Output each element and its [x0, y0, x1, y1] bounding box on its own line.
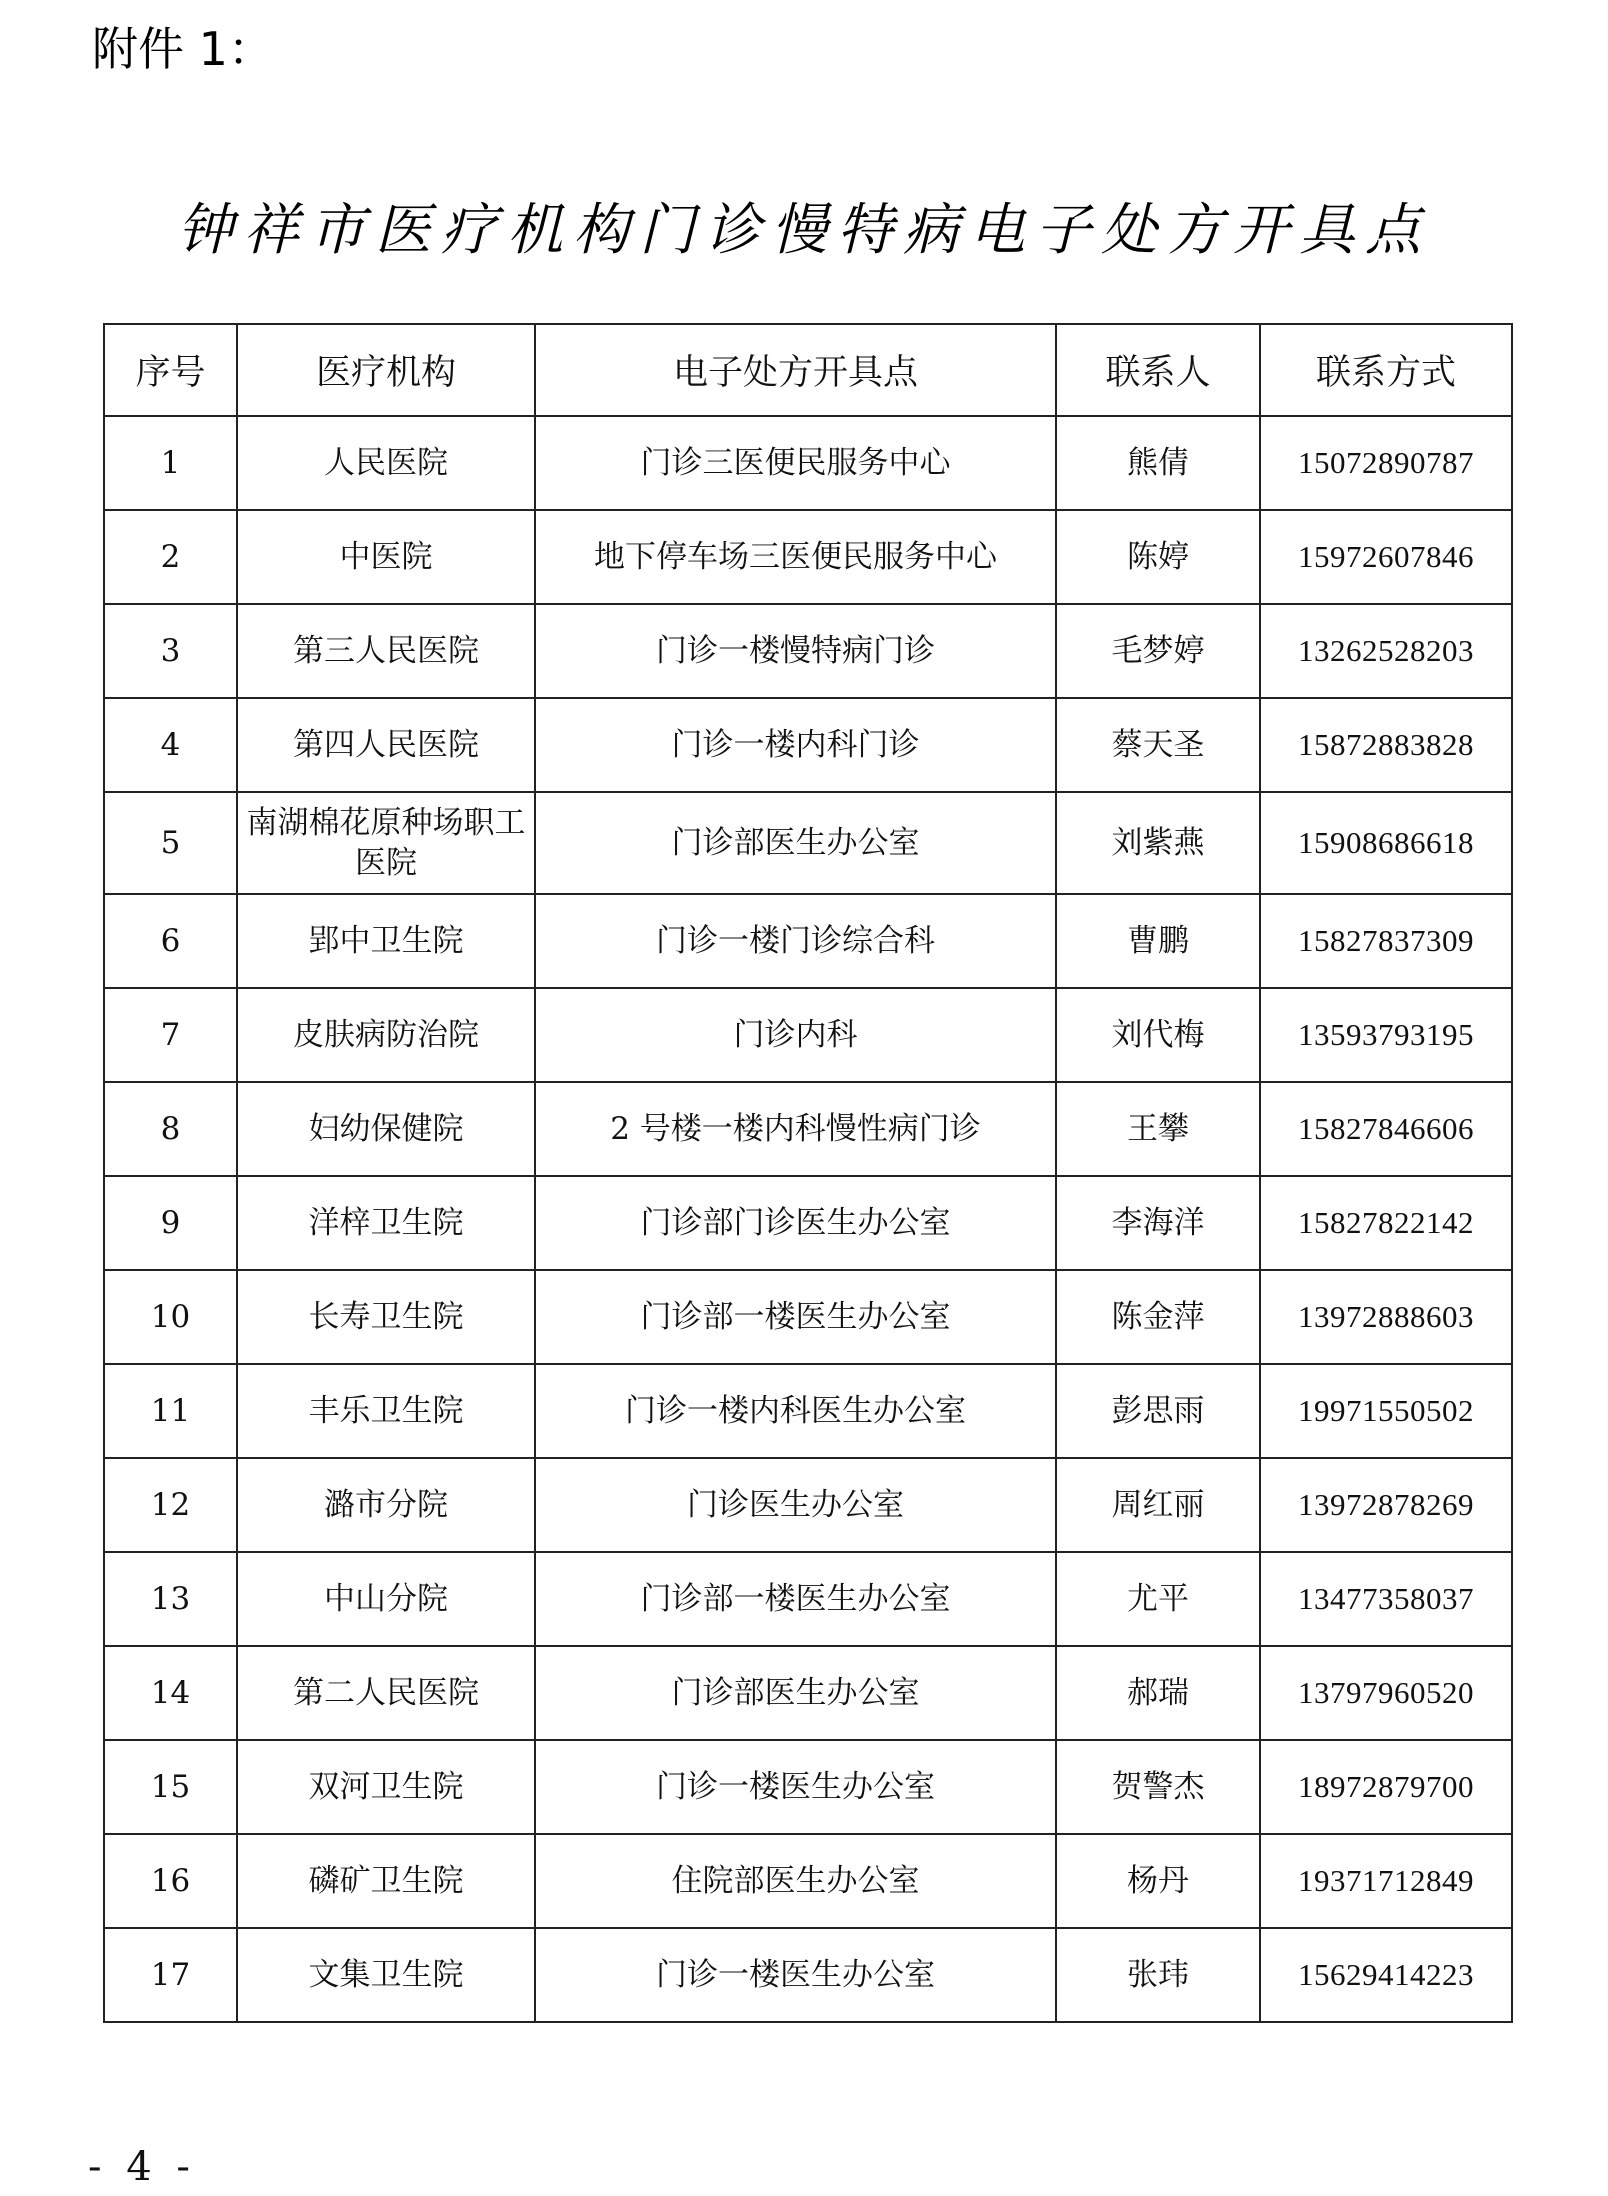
cell-no: 17 [104, 1928, 237, 2022]
cell-contact: 刘紫燕 [1056, 792, 1260, 894]
cell-phone: 15827846606 [1260, 1082, 1512, 1176]
cell-point: 门诊一楼内科医生办公室 [535, 1364, 1056, 1458]
cell-point: 门诊部一楼医生办公室 [535, 1552, 1056, 1646]
table-row [104, 1364, 1512, 1458]
cell-point: 门诊部医生办公室 [535, 1646, 1056, 1740]
cell-contact: 彭思雨 [1056, 1364, 1260, 1458]
cell-no: 5 [104, 792, 237, 894]
cell-point: 门诊一楼医生办公室 [535, 1928, 1056, 2022]
cell-org: 磷矿卫生院 [237, 1834, 535, 1928]
header-point: 电子处方开具点 [535, 324, 1056, 416]
cell-org: 第四人民医院 [237, 698, 535, 792]
page-number: - 4 - [88, 2144, 196, 2190]
cell-contact: 李海洋 [1056, 1176, 1260, 1270]
table-row [104, 1458, 1512, 1552]
header-phone: 联系方式 [1260, 324, 1512, 416]
table-row [104, 988, 1512, 1082]
cell-org: 郢中卫生院 [237, 894, 535, 988]
cell-point: 门诊部医生办公室 [535, 792, 1056, 894]
cell-phone: 15827837309 [1260, 894, 1512, 988]
cell-contact: 王攀 [1056, 1082, 1260, 1176]
cell-point: 门诊部门诊医生办公室 [535, 1176, 1056, 1270]
table-row [104, 1740, 1512, 1834]
cell-org: 中医院 [237, 510, 535, 604]
cell-no: 3 [104, 604, 237, 698]
table-row [104, 792, 1512, 894]
cell-no: 11 [104, 1364, 237, 1458]
cell-no: 14 [104, 1646, 237, 1740]
cell-org: 第三人民医院 [237, 604, 535, 698]
table-row [104, 1928, 1512, 2022]
cell-contact: 蔡天圣 [1056, 698, 1260, 792]
cell-no: 9 [104, 1176, 237, 1270]
cell-contact: 陈婷 [1056, 510, 1260, 604]
cell-contact: 郝瑞 [1056, 1646, 1260, 1740]
header-no: 序号 [104, 324, 237, 416]
cell-point: 门诊部一楼医生办公室 [535, 1270, 1056, 1364]
cell-contact: 杨丹 [1056, 1834, 1260, 1928]
cell-phone: 15908686618 [1260, 792, 1512, 894]
table-row [104, 1834, 1512, 1928]
cell-no: 1 [104, 416, 237, 510]
table-row [104, 1552, 1512, 1646]
cell-phone: 13593793195 [1260, 988, 1512, 1082]
cell-org: 双河卫生院 [237, 1740, 535, 1834]
cell-point: 门诊一楼门诊综合科 [535, 894, 1056, 988]
cell-phone: 19371712849 [1260, 1834, 1512, 1928]
cell-no: 7 [104, 988, 237, 1082]
cell-contact: 刘代梅 [1056, 988, 1260, 1082]
cell-point: 地下停车场三医便民服务中心 [535, 510, 1056, 604]
cell-org: 妇幼保健院 [237, 1082, 535, 1176]
header-org: 医疗机构 [237, 324, 535, 416]
cell-point: 门诊三医便民服务中心 [535, 416, 1056, 510]
cell-contact: 贺警杰 [1056, 1740, 1260, 1834]
cell-phone: 15972607846 [1260, 510, 1512, 604]
cell-point: 住院部医生办公室 [535, 1834, 1056, 1928]
cell-phone: 18972879700 [1260, 1740, 1512, 1834]
cell-point: 门诊医生办公室 [535, 1458, 1056, 1552]
cell-point: 门诊内科 [535, 988, 1056, 1082]
cell-no: 2 [104, 510, 237, 604]
cell-no: 12 [104, 1458, 237, 1552]
cell-phone: 15872883828 [1260, 698, 1512, 792]
cell-phone: 15072890787 [1260, 416, 1512, 510]
cell-phone: 13972888603 [1260, 1270, 1512, 1364]
cell-contact: 尤平 [1056, 1552, 1260, 1646]
cell-phone: 15827822142 [1260, 1176, 1512, 1270]
table-row [104, 698, 1512, 792]
cell-point: 门诊一楼内科门诊 [535, 698, 1056, 792]
cell-contact: 毛梦婷 [1056, 604, 1260, 698]
table-row [104, 1176, 1512, 1270]
cell-point: 门诊一楼慢特病门诊 [535, 604, 1056, 698]
table-row [104, 1270, 1512, 1364]
cell-org: 南湖棉花原种场职工医院 [237, 792, 535, 894]
table-row [104, 1646, 1512, 1740]
cell-point: 2 号楼一楼内科慢性病门诊 [535, 1082, 1056, 1176]
prescription-points-table [103, 323, 1513, 2023]
cell-phone: 13477358037 [1260, 1552, 1512, 1646]
cell-phone: 15629414223 [1260, 1928, 1512, 2022]
cell-org: 第二人民医院 [237, 1646, 535, 1740]
cell-contact: 周红丽 [1056, 1458, 1260, 1552]
cell-phone: 13972878269 [1260, 1458, 1512, 1552]
cell-org: 丰乐卫生院 [237, 1364, 535, 1458]
table-row [104, 510, 1512, 604]
cell-no: 13 [104, 1552, 237, 1646]
cell-no: 15 [104, 1740, 237, 1834]
cell-org: 长寿卫生院 [237, 1270, 535, 1364]
cell-org: 皮肤病防治院 [237, 988, 535, 1082]
cell-org: 中山分院 [237, 1552, 535, 1646]
cell-org: 文集卫生院 [237, 1928, 535, 2022]
cell-no: 6 [104, 894, 237, 988]
table-row [104, 894, 1512, 988]
cell-no: 4 [104, 698, 237, 792]
table-row [104, 604, 1512, 698]
cell-no: 10 [104, 1270, 237, 1364]
cell-contact: 曹鹏 [1056, 894, 1260, 988]
cell-phone: 19971550502 [1260, 1364, 1512, 1458]
header-contact: 联系人 [1056, 324, 1260, 416]
cell-contact: 张玮 [1056, 1928, 1260, 2022]
cell-no: 16 [104, 1834, 237, 1928]
table-row [104, 416, 1512, 510]
cell-phone: 13262528203 [1260, 604, 1512, 698]
cell-contact: 陈金萍 [1056, 1270, 1260, 1364]
cell-contact: 熊倩 [1056, 416, 1260, 510]
table-body [104, 416, 1512, 2022]
cell-org: 洋梓卫生院 [237, 1176, 535, 1270]
table-header-row [104, 324, 1512, 416]
cell-org: 潞市分院 [237, 1458, 535, 1552]
cell-org: 人民医院 [237, 416, 535, 510]
cell-phone: 13797960520 [1260, 1646, 1512, 1740]
attachment-label: 附件 1： [92, 22, 274, 76]
table-row [104, 1082, 1512, 1176]
cell-point: 门诊一楼医生办公室 [535, 1740, 1056, 1834]
document-title: 钟祥市医疗机构门诊慢特病电子处方开具点 [177, 198, 1431, 263]
cell-no: 8 [104, 1082, 237, 1176]
